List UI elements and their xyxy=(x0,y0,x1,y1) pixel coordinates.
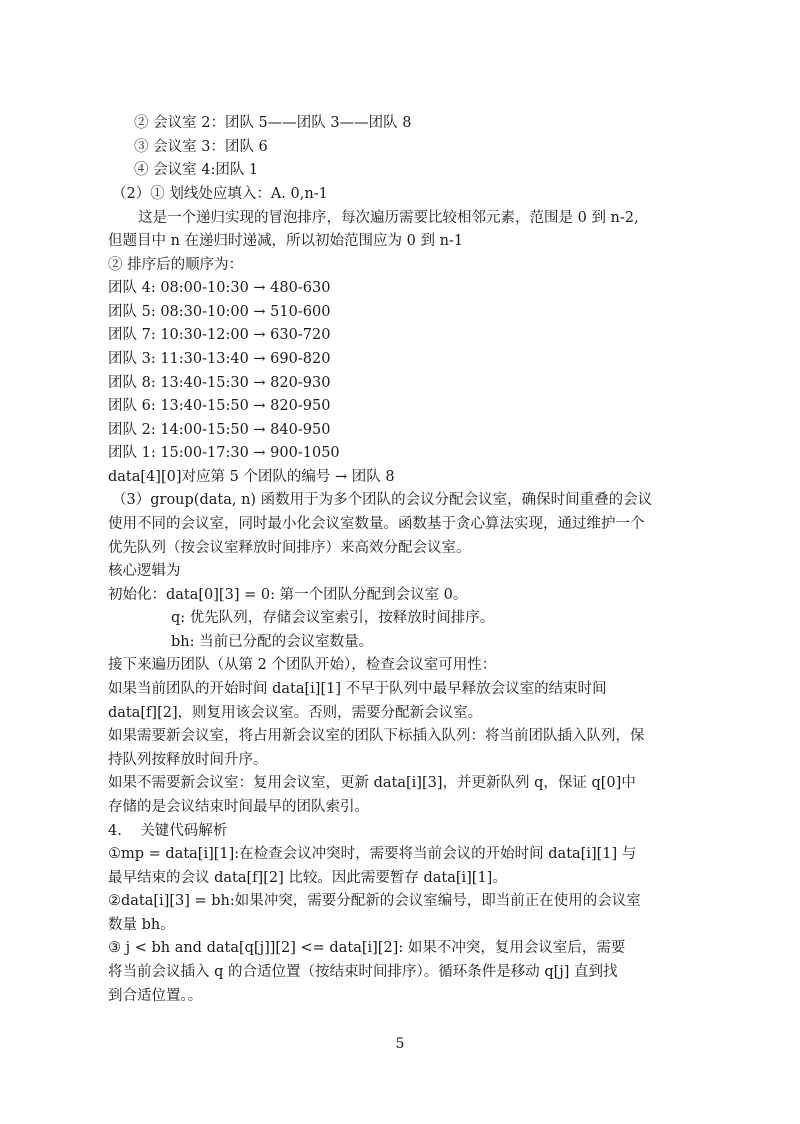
text-line: 如果需要新会议室，将占用新会议室的团队下标插入队列：将当前团队插入队列，保 xyxy=(108,728,645,744)
text-line: 将当前会议插入 q 的合适位置（按结束时间排序）。循环条件是移动 q[j] 直到找 xyxy=(108,964,618,980)
page-number: 5 xyxy=(395,1036,405,1052)
text-line: 接下来遍历团队（从第 2 个团队开始），检查会议室可用性： xyxy=(108,657,497,673)
text-line: 团队 1: 15:00-17:30 → 900-1050 xyxy=(108,445,340,461)
text-line: ②data[i][3] = bh:如果冲突，需要分配新的会议室编号，即当前正在使用的会议室 xyxy=(108,893,641,909)
text-line: q: 优先队列，存储会议室索引，按释放时间排序。 xyxy=(171,610,495,626)
text-line: 团队 6: 13:40-15:50 → 820-950 xyxy=(108,398,331,414)
text-line: 团队 5: 08:30-10:00 → 510-600 xyxy=(108,304,331,320)
text-line: ①mp = data[i][1]:在检查会议冲突时，需要将当前会议的开始时间 data[i][1] 与 xyxy=(108,846,637,862)
text-line: 使用不同的会议室，同时最小化会议室数量。函数基于贪心算法实现，通过维护一个 xyxy=(108,516,645,532)
text-line: （3）group(data, n) 函数用于为多个团队的会议分配会议室，确保时间重叠的会议 xyxy=(112,492,653,508)
text-line: 数量 bh。 xyxy=(108,917,175,933)
text-line: data[4][0]对应第 5 个团队的编号 → 团队 8 xyxy=(108,469,395,485)
text-line: bh: 当前已分配的会议室数量。 xyxy=(171,634,374,650)
text-line: 优先队列（按会议室释放时间排序）来高效分配会议室。 xyxy=(108,540,471,556)
text-line: 团队 7: 10:30-12:00 → 630-720 xyxy=(108,327,331,343)
text-line: 但题目中 n 在递归时递减，所以初始范围应为 0 到 n-1 xyxy=(108,233,464,249)
text-line: ③ 会议室 3：团队 6 xyxy=(134,139,268,155)
text-line: 初始化：data[0][3] = 0: 第一个团队分配到会议室 0。 xyxy=(108,587,468,603)
text-line: 团队 3: 11:30-13:40 → 690-820 xyxy=(108,351,331,367)
text-line: 团队 2: 14:00-15:50 → 840-950 xyxy=(108,422,331,438)
text-line: 团队 8: 13:40-15:30 → 820-930 xyxy=(108,375,331,391)
text-line: （2）① 划线处应填入：A. 0,n-1 xyxy=(112,186,328,202)
text-line: ③ j < bh and data[q[j]][2] <= data[i][2]: 如果不冲突，复用会议室后，需要 xyxy=(108,940,626,956)
text-line: 团队 4: 08:00-10:30 → 480-630 xyxy=(108,280,331,296)
text-line: 存储的是会议结束时间最早的团队索引。 xyxy=(108,799,369,815)
section-heading: 4. 关键代码解析 xyxy=(108,823,228,839)
text-line: 最早结束的会议 data[f][2] 比较。因此需要暂存 data[i][1]。 xyxy=(108,870,507,886)
text-line: 核心逻辑为 xyxy=(108,563,181,579)
text-line: data[f][2]，则复用该会议室。否则，需要分配新会议室。 xyxy=(108,705,483,721)
text-line: 如果不需要新会议室：复用会议室，更新 data[i][3]，并更新队列 q，保证 q[0]中 xyxy=(108,775,636,791)
text-line: 持队列按释放时间升序。 xyxy=(108,752,268,768)
text-line: ② 会议室 2：团队 5——团队 3——团队 8 xyxy=(134,115,412,131)
text-line: 这是一个递归实现的冒泡排序，每次遍历需要比较相邻元素，范围是 0 到 n-2, xyxy=(138,210,639,226)
text-line: ② 排序后的顺序为： xyxy=(108,257,244,273)
text-line: 如果当前团队的开始时间 data[i][1] 不早于队列中最早释放会议室的结束时间 xyxy=(108,681,607,697)
text-line: ④ 会议室 4:团队 1 xyxy=(134,162,259,178)
text-line: 到合适位置。。 xyxy=(108,988,203,1004)
